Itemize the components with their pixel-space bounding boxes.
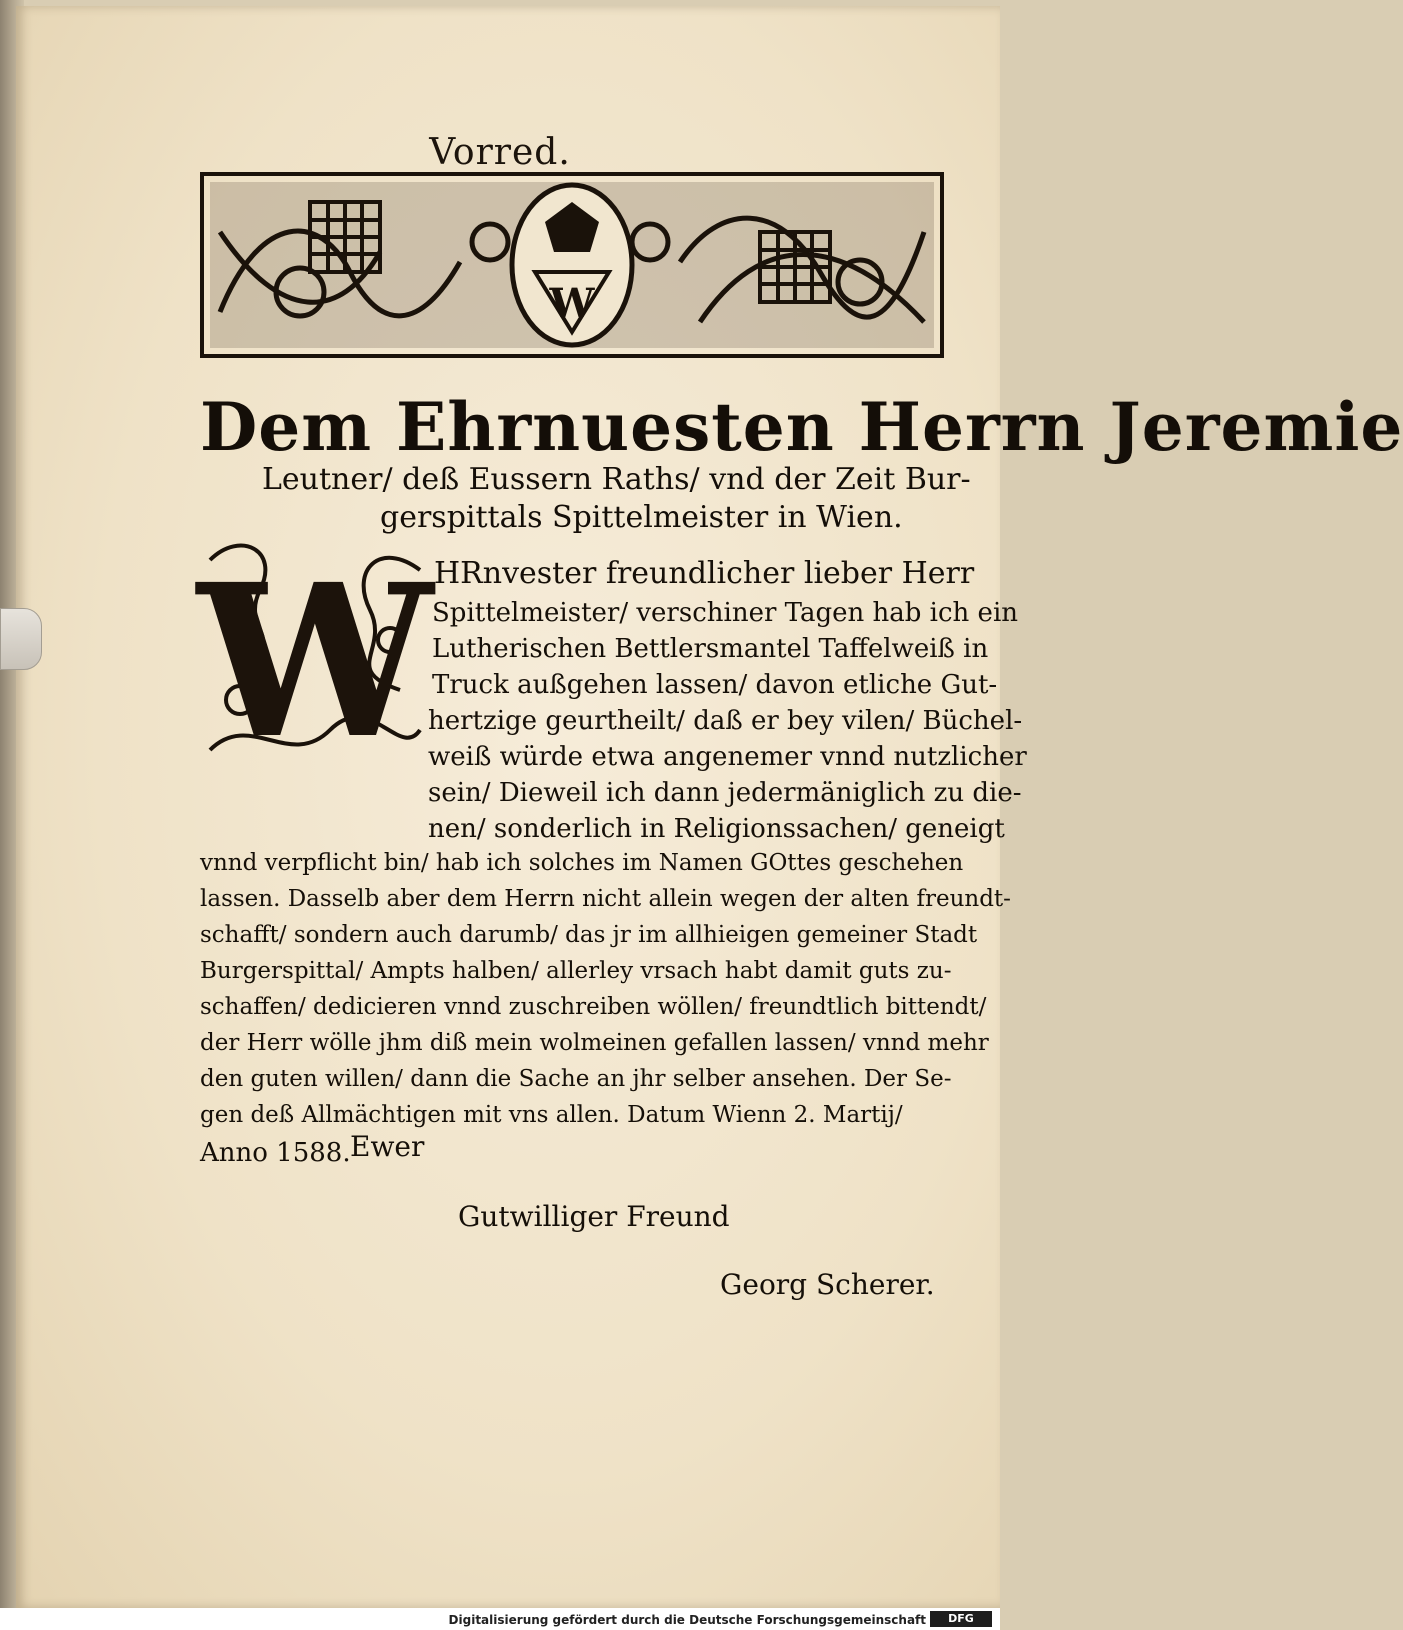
body-line: schaffen/ dedicieren vnnd zuschreiben wöllen/ freundtlich bittendt/	[200, 994, 987, 1020]
ornamental-banner-woodcut	[200, 172, 944, 358]
digitization-credit: Digitalisierung gefördert durch die Deutsche Forschungsgemeinschaft	[448, 1613, 926, 1627]
dedication-title-line-3: gerspittals Spittelmeister in Wien.	[380, 500, 903, 535]
page-clip	[0, 608, 42, 670]
body-line: Spittelmeister/ verschiner Tagen hab ich ein	[432, 598, 1019, 628]
body-line: nen/ sonderlich in Religionssachen/ geneigt	[428, 814, 1005, 844]
closing-salutation: Ewer	[350, 1130, 425, 1163]
body-line: hertzige geurtheilt/ daß er bey vilen/ Büchel-	[428, 706, 1023, 736]
body-line: Lutherischen Bettlersmantel Taffelweiß in	[432, 634, 989, 664]
dedication-title-line-1: Dem Ehrnuesten Herrn Jeremie	[200, 388, 1403, 466]
svg-text:W: W	[549, 280, 595, 327]
body-line: vnnd verpflicht bin/ hab ich solches im Namen GOttes geschehen	[200, 850, 964, 876]
body-line: HRnvester freundlicher lieber Herr	[434, 556, 975, 591]
body-line: Burgerspittal/ Ampts halben/ allerley vrsach habt damit guts zu-	[200, 958, 952, 984]
dfg-logo: DFG	[930, 1611, 992, 1627]
ornamental-initial-letter	[197, 530, 433, 785]
body-line: weiß würde etwa angenemer vnnd nutzlicher	[428, 742, 1027, 772]
dedication-title-line-2: Leutner/ deß Eussern Raths/ vnd der Zeit Bur-	[262, 462, 971, 497]
body-line: Anno 1588.	[200, 1138, 351, 1168]
body-line: der Herr wölle jhm diß mein wolmeinen gefallen lassen/ vnnd mehr	[200, 1030, 989, 1056]
body-line: gen deß Allmächtigen mit vns allen. Datum Wienn 2. Martij/	[200, 1102, 903, 1128]
running-head: Vorred.	[429, 132, 571, 173]
closing-signature: Georg Scherer.	[720, 1268, 935, 1301]
body-line: Truck außgehen lassen/ davon etliche Gut-	[432, 670, 998, 700]
body-line: schafft/ sondern auch darumb/ das jr im allhieigen gemeiner Stadt	[200, 922, 978, 948]
closing-title: Gutwilliger Freund	[458, 1200, 730, 1233]
body-line: sein/ Dieweil ich dann jedermäniglich zu die-	[428, 778, 1022, 808]
body-line: den guten willen/ dann die Sache an jhr selber ansehen. Der Se-	[200, 1066, 952, 1092]
body-line: lassen. Dasselb aber dem Herrn nicht allein wegen der alten freundt-	[200, 886, 1011, 912]
initial-letter-glyph: W	[197, 538, 433, 785]
